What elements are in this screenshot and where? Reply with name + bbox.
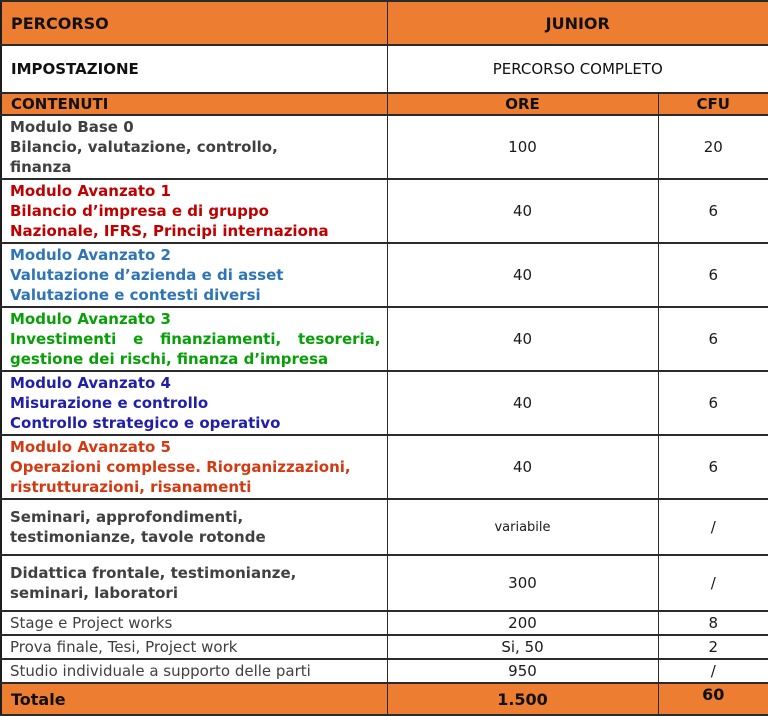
modulo-avanzato-5-cfu-value: 6 (658, 435, 768, 499)
label-line: Didattica frontale, testimonianze, (10, 564, 297, 582)
modulo-avanzato-1-cfu-value: 6 (658, 179, 768, 243)
modulo-avanzato-3-cfu-value: 6 (658, 307, 768, 371)
stage-ore-value: 200 (387, 611, 658, 635)
modulo-base-0-cfu-value: 20 (658, 115, 768, 179)
label-line: Prova finale, Tesi, Project work (10, 638, 238, 656)
label-line: Stage e Project works (10, 614, 173, 632)
modulo-avanzato-2-cfu-value: 6 (658, 243, 768, 307)
label-line: Valutazione e contesti diversi (10, 286, 261, 304)
label-line: Modulo Avanzato 3 (10, 310, 171, 328)
label-line: Modulo Avanzato 2 (10, 246, 171, 264)
label-line: testimonianze, tavole rotonde (10, 528, 266, 546)
modulo-avanzato-1-ore-value: 40 (387, 179, 658, 243)
table-row (1, 307, 768, 371)
studio-individuale-cfu-value: / (658, 659, 768, 683)
label-line: Modulo Avanzato 5 (10, 438, 171, 456)
stage-label (1, 611, 387, 635)
stage-cfu-value: 8 (658, 611, 768, 635)
label-line: Bilancio d’impresa e di gruppo (10, 202, 269, 220)
label-line: Seminari, approfondimenti, (10, 508, 244, 526)
modulo-base-0-ore-value: 100 (387, 115, 658, 179)
modulo-avanzato-5-label (1, 435, 387, 499)
prova-finale-label (1, 635, 387, 659)
contenuti-header-cell: CONTENUTI (1, 93, 387, 115)
label-line: Valutazione d’azienda e di asset (10, 266, 284, 284)
totale-label-cell: Totale (1, 683, 387, 715)
table-row (1, 115, 768, 179)
prova-finale-cfu-value: 2 (658, 635, 768, 659)
modulo-avanzato-3-label (1, 307, 387, 371)
table-row (1, 611, 768, 635)
modulo-avanzato-2-ore-value: 40 (387, 243, 658, 307)
label-line: Modulo Avanzato 1 (10, 182, 171, 200)
modulo-base-0-label (1, 115, 387, 179)
studio-individuale-label (1, 659, 387, 683)
table-row (1, 659, 768, 683)
table-row (1, 435, 768, 499)
impostazione-label-cell: IMPOSTAZIONE (1, 45, 387, 93)
label-line: Misurazione e controllo (10, 394, 209, 412)
seminari-label (1, 499, 387, 555)
didattica-ore-value: 300 (387, 555, 658, 611)
label-line: Modulo Avanzato 4 (10, 374, 171, 392)
label-line: Studio individuale a supporto delle parti (10, 662, 311, 680)
table-row (1, 371, 768, 435)
label-line: Investimenti e finanziamenti, tesoreria, (10, 330, 381, 348)
modulo-avanzato-1-label (1, 179, 387, 243)
label-line: finanza (10, 158, 72, 176)
modulo-avanzato-5-ore-value: 40 (387, 435, 658, 499)
column-headers-row (1, 93, 768, 115)
table-row (1, 499, 768, 555)
label-line: Nazionale, IFRS, Principi internaziona (10, 222, 329, 240)
modulo-avanzato-4-ore-value: 40 (387, 371, 658, 435)
table-row (1, 555, 768, 611)
modulo-avanzato-3-ore-value: 40 (387, 307, 658, 371)
label-line: seminari, laboratori (10, 584, 178, 602)
modulo-avanzato-4-label (1, 371, 387, 435)
label-line: Bilancio, valutazione, controllo, (10, 138, 278, 156)
didattica-label (1, 555, 387, 611)
cfu-header-cell: CFU (658, 93, 768, 115)
seminari-ore-value: variabile (387, 499, 658, 555)
didattica-cfu-value: / (658, 555, 768, 611)
totale-ore-cell: 1.500 (387, 683, 658, 715)
label-line: ristrutturazioni, risanamenti (10, 478, 252, 496)
impostazione-value-cell: PERCORSO COMPLETO (387, 45, 768, 93)
junior-header-cell: JUNIOR (387, 1, 768, 45)
table-body (1, 1, 768, 683)
prova-finale-ore-value: Si, 50 (387, 635, 658, 659)
label-line: Operazioni complesse. Riorganizzazioni, (10, 458, 351, 476)
ore-header-cell: ORE (387, 93, 658, 115)
label-line: Modulo Base 0 (10, 118, 134, 136)
studio-individuale-ore-value: 950 (387, 659, 658, 683)
totale-row (1, 683, 768, 715)
modulo-avanzato-2-label (1, 243, 387, 307)
table-row (1, 635, 768, 659)
label-line: gestione dei rischi, finanza d’impresa (10, 350, 329, 368)
totale-cfu-cell: 60 (658, 683, 768, 715)
header-row (1, 1, 768, 45)
table-row (1, 179, 768, 243)
label-line: Controllo strategico e operativo (10, 414, 281, 432)
percorso-header-cell: PERCORSO (1, 1, 387, 45)
totale-section (1, 683, 768, 715)
modulo-avanzato-4-cfu-value: 6 (658, 371, 768, 435)
seminari-cfu-value: / (658, 499, 768, 555)
table-row (1, 243, 768, 307)
impostazione-row (1, 45, 768, 93)
